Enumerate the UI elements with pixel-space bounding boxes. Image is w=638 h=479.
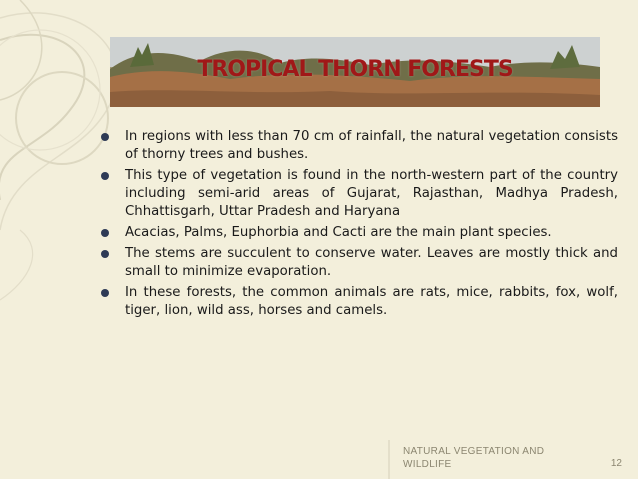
title-banner-image <box>110 37 600 107</box>
bullet-icon <box>101 250 109 258</box>
slide-number: 12 <box>610 458 622 469</box>
bullet-text: This type of vegetation is found in the north-western part of the country including semi-arid areas of Gujarat, Rajasthan, Madhya Pradesh, Chhattisgarh, Uttar Pradesh and Haryana <box>125 168 618 219</box>
bullet-icon <box>101 172 109 180</box>
slide-title: TROPICAL THORN FORESTS <box>197 57 513 82</box>
bullet-item <box>101 224 618 242</box>
bullet-icon <box>101 133 109 141</box>
bullet-item <box>101 284 618 320</box>
bullet-icon <box>101 229 109 237</box>
bullet-item <box>101 167 618 221</box>
bullet-icon <box>101 289 109 297</box>
bullet-item <box>101 128 618 164</box>
bullet-text: Acacias, Palms, Euphorbia and Cacti are the main plant species. <box>125 225 552 240</box>
slide-footer: NATURAL VEGETATION AND WILDLIFE <box>403 446 545 470</box>
bullet-text: The stems are succulent to conserve water. Leaves are mostly thick and small to minimize evaporation. <box>125 246 618 279</box>
bullet-list <box>101 128 618 323</box>
bullet-text: In regions with less than 70 cm of rainfall, the natural vegetation consists of thorny trees and bushes. <box>125 129 618 162</box>
bullet-text: In these forests, the common animals are rats, mice, rabbits, fox, wolf, tiger, lion, wild ass, horses and camels. <box>125 285 618 318</box>
bullet-item <box>101 245 618 281</box>
